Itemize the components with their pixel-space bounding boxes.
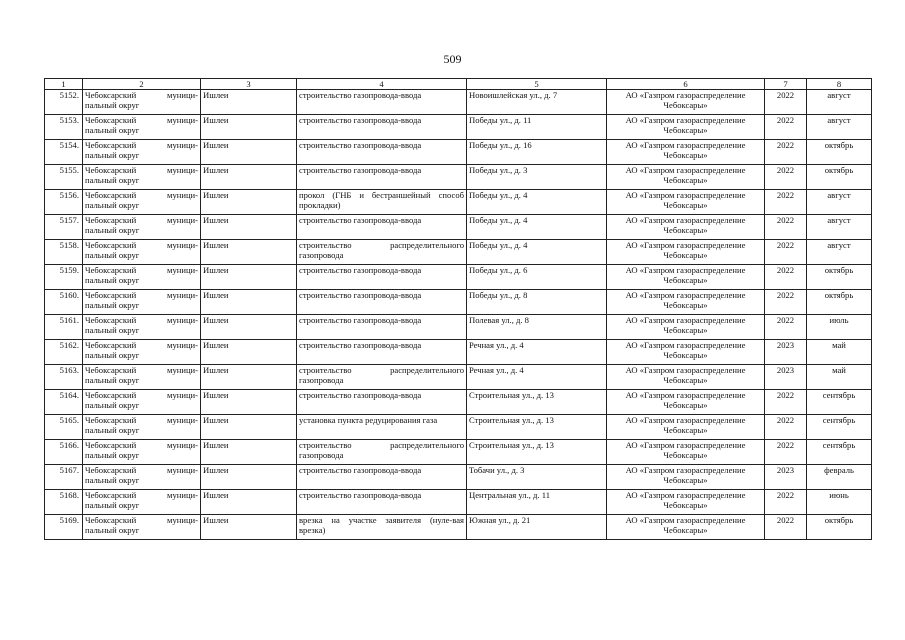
municipality-cell: Чебоксарский муници-пальный округ <box>83 240 201 265</box>
month-cell: февраль <box>807 465 872 490</box>
row-number-cell: 5161. <box>45 315 83 340</box>
works-table <box>44 78 872 540</box>
header-cell: 7 <box>765 79 807 90</box>
year-cell: 2022 <box>765 240 807 265</box>
settlement-cell: Ишлеи <box>201 290 297 315</box>
row-number-cell: 5160. <box>45 290 83 315</box>
organization-cell: АО «Газпром газораспределение Чебоксары» <box>607 115 765 140</box>
municipality-cell: Чебоксарский муници-пальный округ <box>83 515 201 540</box>
header-row <box>45 79 872 90</box>
settlement-cell: Ишлеи <box>201 115 297 140</box>
organization-cell: АО «Газпром газораспределение Чебоксары» <box>607 465 765 490</box>
work-type-cell: строительство газопровода-ввода <box>297 140 467 165</box>
work-type-cell: строительство газопровода-ввода <box>297 490 467 515</box>
address-cell: Победы ул., д. 6 <box>467 265 607 290</box>
year-cell: 2022 <box>765 90 807 115</box>
row-number-cell: 5154. <box>45 140 83 165</box>
settlement-cell: Ишлеи <box>201 490 297 515</box>
month-cell: июнь <box>807 490 872 515</box>
settlement-cell: Ишлеи <box>201 465 297 490</box>
municipality-cell: Чебоксарский муници-пальный округ <box>83 190 201 215</box>
row-number-cell: 5167. <box>45 465 83 490</box>
work-type-cell: строительство газопровода-ввода <box>297 165 467 190</box>
organization-cell: АО «Газпром газораспределение Чебоксары» <box>607 340 765 365</box>
settlement-cell: Ишлеи <box>201 365 297 390</box>
row-number-cell: 5155. <box>45 165 83 190</box>
table-row <box>45 440 872 465</box>
page-number: 509 <box>443 52 462 66</box>
year-cell: 2022 <box>765 390 807 415</box>
settlement-cell: Ишлеи <box>201 440 297 465</box>
municipality-cell: Чебоксарский муници-пальный округ <box>83 115 201 140</box>
municipality-cell: Чебоксарский муници-пальный округ <box>83 465 201 490</box>
table-row <box>45 240 872 265</box>
year-cell: 2022 <box>765 290 807 315</box>
address-cell: Строительная ул., д. 13 <box>467 440 607 465</box>
table-body <box>45 90 872 540</box>
organization-cell: АО «Газпром газораспределение Чебоксары» <box>607 365 765 390</box>
work-type-cell: строительство газопровода-ввода <box>297 340 467 365</box>
municipality-cell: Чебоксарский муници-пальный округ <box>83 90 201 115</box>
organization-cell: АО «Газпром газораспределение Чебоксары» <box>607 315 765 340</box>
month-cell: май <box>807 340 872 365</box>
organization-cell: АО «Газпром газораспределение Чебоксары» <box>607 290 765 315</box>
work-type-cell: установка пункта редуцирования газа <box>297 415 467 440</box>
table-row <box>45 290 872 315</box>
year-cell: 2022 <box>765 440 807 465</box>
month-cell: август <box>807 190 872 215</box>
table-row <box>45 340 872 365</box>
municipality-cell: Чебоксарский муници-пальный округ <box>83 440 201 465</box>
work-type-cell: строительство газопровода-ввода <box>297 390 467 415</box>
row-number-cell: 5164. <box>45 390 83 415</box>
year-cell: 2022 <box>765 215 807 240</box>
month-cell: сентябрь <box>807 415 872 440</box>
work-type-cell: строительство распределительного газопровода <box>297 440 467 465</box>
table-row <box>45 215 872 240</box>
row-number-cell: 5163. <box>45 365 83 390</box>
month-cell: октябрь <box>807 265 872 290</box>
table-row <box>45 415 872 440</box>
year-cell: 2023 <box>765 340 807 365</box>
row-number-cell: 5158. <box>45 240 83 265</box>
organization-cell: АО «Газпром газораспределение Чебоксары» <box>607 265 765 290</box>
table-row <box>45 515 872 540</box>
settlement-cell: Ишлеи <box>201 190 297 215</box>
row-number-cell: 5153. <box>45 115 83 140</box>
work-type-cell: строительство газопровода-ввода <box>297 215 467 240</box>
address-cell: Победы ул., д. 3 <box>467 165 607 190</box>
month-cell: август <box>807 90 872 115</box>
month-cell: сентябрь <box>807 440 872 465</box>
work-type-cell: строительство газопровода-ввода <box>297 315 467 340</box>
row-number-cell: 5166. <box>45 440 83 465</box>
settlement-cell: Ишлеи <box>201 515 297 540</box>
row-number-cell: 5169. <box>45 515 83 540</box>
settlement-cell: Ишлеи <box>201 165 297 190</box>
work-type-cell: строительство газопровода-ввода <box>297 290 467 315</box>
month-cell: май <box>807 365 872 390</box>
address-cell: Новоишлейская ул., д. 7 <box>467 90 607 115</box>
row-number-cell: 5156. <box>45 190 83 215</box>
municipality-cell: Чебоксарский муници-пальный округ <box>83 215 201 240</box>
year-cell: 2022 <box>765 140 807 165</box>
row-number-cell: 5162. <box>45 340 83 365</box>
municipality-cell: Чебоксарский муници-пальный округ <box>83 415 201 440</box>
table-row <box>45 265 872 290</box>
address-cell: Победы ул., д. 11 <box>467 115 607 140</box>
header-cell: 4 <box>297 79 467 90</box>
organization-cell: АО «Газпром газораспределение Чебоксары» <box>607 215 765 240</box>
header-cell: 3 <box>201 79 297 90</box>
municipality-cell: Чебоксарский муници-пальный округ <box>83 390 201 415</box>
settlement-cell: Ишлеи <box>201 265 297 290</box>
year-cell: 2022 <box>765 265 807 290</box>
organization-cell: АО «Газпром газораспределение Чебоксары» <box>607 415 765 440</box>
settlement-cell: Ишлеи <box>201 315 297 340</box>
address-cell: Речная ул., д. 4 <box>467 365 607 390</box>
year-cell: 2022 <box>765 115 807 140</box>
table-row <box>45 115 872 140</box>
header-cell: 2 <box>83 79 201 90</box>
year-cell: 2023 <box>765 465 807 490</box>
organization-cell: АО «Газпром газораспределение Чебоксары» <box>607 90 765 115</box>
table-row <box>45 490 872 515</box>
address-cell: Тобачи ул., д. 3 <box>467 465 607 490</box>
municipality-cell: Чебоксарский муници-пальный округ <box>83 265 201 290</box>
address-cell: Полевая ул., д. 8 <box>467 315 607 340</box>
table-row <box>45 390 872 415</box>
municipality-cell: Чебоксарский муници-пальный округ <box>83 365 201 390</box>
settlement-cell: Ишлеи <box>201 140 297 165</box>
organization-cell: АО «Газпром газораспределение Чебоксары» <box>607 240 765 265</box>
municipality-cell: Чебоксарский муници-пальный округ <box>83 490 201 515</box>
header-cell: 6 <box>607 79 765 90</box>
organization-cell: АО «Газпром газораспределение Чебоксары» <box>607 165 765 190</box>
table-row <box>45 365 872 390</box>
year-cell: 2022 <box>765 165 807 190</box>
table-row <box>45 465 872 490</box>
table-row <box>45 140 872 165</box>
address-cell: Строительная ул., д. 13 <box>467 415 607 440</box>
settlement-cell: Ишлеи <box>201 90 297 115</box>
municipality-cell: Чебоксарский муници-пальный округ <box>83 315 201 340</box>
year-cell: 2023 <box>765 365 807 390</box>
organization-cell: АО «Газпром газораспределение Чебоксары» <box>607 440 765 465</box>
month-cell: октябрь <box>807 140 872 165</box>
organization-cell: АО «Газпром газораспределение Чебоксары» <box>607 140 765 165</box>
table-row <box>45 165 872 190</box>
row-number-cell: 5157. <box>45 215 83 240</box>
address-cell: Речная ул., д. 4 <box>467 340 607 365</box>
address-cell: Победы ул., д. 8 <box>467 290 607 315</box>
table-row <box>45 90 872 115</box>
year-cell: 2022 <box>765 515 807 540</box>
settlement-cell: Ишлеи <box>201 390 297 415</box>
settlement-cell: Ишлеи <box>201 240 297 265</box>
row-number-cell: 5165. <box>45 415 83 440</box>
table-row <box>45 190 872 215</box>
month-cell: август <box>807 240 872 265</box>
work-type-cell: строительство газопровода-ввода <box>297 115 467 140</box>
month-cell: июль <box>807 315 872 340</box>
month-cell: октябрь <box>807 290 872 315</box>
municipality-cell: Чебоксарский муници-пальный округ <box>83 340 201 365</box>
work-type-cell: врезка на участке заявителя (нуле-вая врезка) <box>297 515 467 540</box>
address-cell: Победы ул., д. 4 <box>467 190 607 215</box>
address-cell: Победы ул., д. 4 <box>467 215 607 240</box>
row-number-cell: 5168. <box>45 490 83 515</box>
address-cell: Центральная ул., д. 11 <box>467 490 607 515</box>
settlement-cell: Ишлеи <box>201 340 297 365</box>
header-cell: 1 <box>45 79 83 90</box>
organization-cell: АО «Газпром газораспределение Чебоксары» <box>607 515 765 540</box>
address-cell: Строительная ул., д. 13 <box>467 390 607 415</box>
header-cell: 5 <box>467 79 607 90</box>
row-number-cell: 5159. <box>45 265 83 290</box>
month-cell: октябрь <box>807 165 872 190</box>
settlement-cell: Ишлеи <box>201 215 297 240</box>
row-number-cell: 5152. <box>45 90 83 115</box>
work-type-cell: строительство газопровода-ввода <box>297 90 467 115</box>
work-type-cell: строительство распределительного газопровода <box>297 240 467 265</box>
municipality-cell: Чебоксарский муници-пальный округ <box>83 165 201 190</box>
month-cell: август <box>807 215 872 240</box>
year-cell: 2022 <box>765 190 807 215</box>
work-type-cell: строительство газопровода-ввода <box>297 265 467 290</box>
municipality-cell: Чебоксарский муници-пальный округ <box>83 290 201 315</box>
organization-cell: АО «Газпром газораспределение Чебоксары» <box>607 490 765 515</box>
month-cell: октябрь <box>807 515 872 540</box>
work-type-cell: прокол (ГНБ и бестраншейный способ прокладки) <box>297 190 467 215</box>
organization-cell: АО «Газпром газораспределение Чебоксары» <box>607 190 765 215</box>
settlement-cell: Ишлеи <box>201 415 297 440</box>
header-cell: 8 <box>807 79 872 90</box>
address-cell: Победы ул., д. 16 <box>467 140 607 165</box>
address-cell: Южная ул., д. 21 <box>467 515 607 540</box>
year-cell: 2022 <box>765 490 807 515</box>
month-cell: август <box>807 115 872 140</box>
organization-cell: АО «Газпром газораспределение Чебоксары» <box>607 390 765 415</box>
municipality-cell: Чебоксарский муници-пальный округ <box>83 140 201 165</box>
work-type-cell: строительство газопровода-ввода <box>297 465 467 490</box>
work-type-cell: строительство распределительного газопровода <box>297 365 467 390</box>
address-cell: Победы ул., д. 4 <box>467 240 607 265</box>
table-row <box>45 315 872 340</box>
year-cell: 2022 <box>765 315 807 340</box>
month-cell: сентябрь <box>807 390 872 415</box>
year-cell: 2022 <box>765 415 807 440</box>
